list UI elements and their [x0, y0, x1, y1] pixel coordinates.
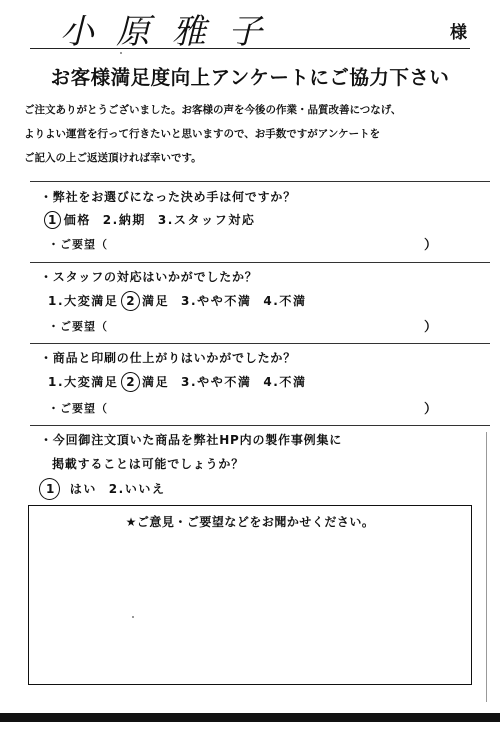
- q1-option-1-selected[interactable]: 1: [48, 213, 58, 227]
- q4-option-2[interactable]: 2.いいえ: [108, 482, 166, 496]
- q3-option-2-selected[interactable]: 2: [126, 375, 136, 389]
- q1-option-3[interactable]: 3.スタッフ対応: [157, 213, 256, 227]
- intro-text: ご注文ありがとうございました。お客様の声を今後の作業・品質改善につなげ、 よりよい運営を行って行きたいと思いますので、お手数ですがアンケートを ご記入の上ご返送頂ければ幸いです。: [24, 104, 402, 164]
- name-underline: [30, 48, 470, 49]
- selection-circle: [121, 372, 140, 392]
- survey-title: お客様満足度向上アンケートにご協力下さい: [50, 66, 450, 89]
- q2-request-label: ・ご要望（: [48, 320, 108, 333]
- q1-request-close: ）: [424, 238, 438, 253]
- q2-request-close: ）: [424, 320, 438, 335]
- q2-option-2-label: 満足: [142, 294, 170, 308]
- q4-option-1-selected[interactable]: 1: [46, 482, 56, 496]
- q1-option-1-label: 価格: [63, 213, 91, 227]
- q2-option-2-selected[interactable]: 2: [126, 294, 136, 308]
- q3-option-4[interactable]: 4.不満: [263, 375, 307, 389]
- section-divider: [30, 343, 490, 344]
- q4-option-1-label: はい: [69, 482, 97, 496]
- q2-option-4[interactable]: 4.不満: [263, 294, 307, 308]
- q3-request-close: ）: [424, 402, 438, 417]
- section-divider: [30, 262, 490, 263]
- scan-speck: [132, 616, 134, 618]
- customer-name-handwritten: 小原雅子: [60, 12, 284, 52]
- q3-option-1[interactable]: 1.大変満足: [48, 375, 119, 389]
- selection-circle: [121, 291, 140, 311]
- q1-option-2[interactable]: 2.納期: [102, 213, 147, 227]
- selection-circle: [44, 211, 61, 229]
- scan-edge-line: [486, 432, 487, 702]
- section-divider: [30, 181, 490, 182]
- comment-box-heading: ★ご意見・ご要望などをお聞かせください。: [125, 515, 375, 529]
- comment-box[interactable]: [28, 505, 472, 685]
- q2-option-1[interactable]: 1.大変満足: [48, 294, 119, 308]
- q2-option-3[interactable]: 3.やや不満: [181, 294, 252, 308]
- selection-circle: [39, 478, 60, 500]
- q1-request-label: ・ご要望（: [48, 238, 108, 251]
- q3-option-3[interactable]: 3.やや不満: [181, 375, 252, 389]
- q3-request-label: ・ご要望（: [48, 402, 108, 415]
- q1-options: [48, 211, 256, 228]
- scan-speck: [120, 52, 122, 54]
- q2-options: [48, 292, 307, 309]
- q4-options: [46, 480, 166, 497]
- q1-question: ・弊社をお選びになった決め手は何ですか？: [40, 190, 297, 204]
- q3-option-2-label: 満足: [142, 375, 170, 389]
- q2-question: ・スタッフの対応はいかがでしたか？: [40, 270, 258, 284]
- section-divider: [30, 425, 490, 426]
- scan-bottom-edge: [0, 713, 500, 722]
- q4-question-line1: ・今回御注文頂いた商品を弊社HP内の製作事例集に: [40, 433, 343, 447]
- q3-question: ・商品と印刷の仕上がりはいかがでしたか？: [40, 351, 297, 365]
- q4-question-line2: 掲載することは可能でしょうか？: [52, 457, 245, 471]
- honorific: 様: [450, 23, 467, 43]
- q3-options: [48, 373, 307, 390]
